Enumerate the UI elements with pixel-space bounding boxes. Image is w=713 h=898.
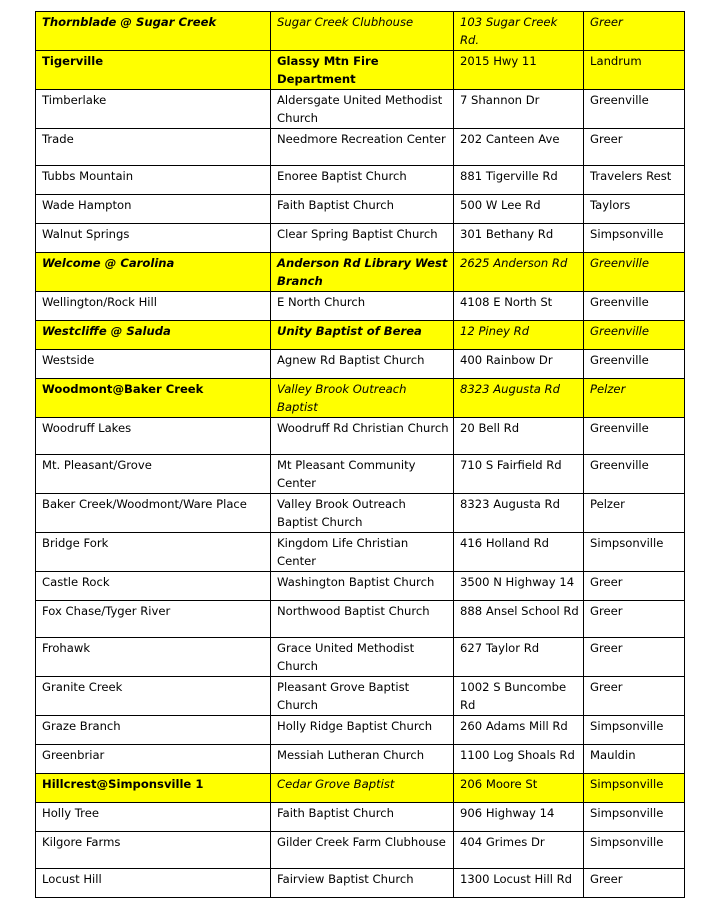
address-cell: 8323 Augusta Rd [454, 494, 584, 533]
address-cell: 404 Grimes Dr [454, 832, 584, 869]
location-cell: Gilder Creek Farm Clubhouse [271, 832, 454, 869]
city-cell: Greer [584, 869, 685, 898]
address-cell: 2015 Hwy 11 [454, 51, 584, 90]
table-row [36, 129, 685, 166]
city-cell: Simpsonville [584, 716, 685, 745]
address-cell: 260 Adams Mill Rd [454, 716, 584, 745]
location-cell: Cedar Grove Baptist [271, 774, 454, 803]
precinct-cell: Castle Rock [36, 572, 271, 601]
location-cell: Messiah Lutheran Church [271, 745, 454, 774]
city-cell: Greer [584, 638, 685, 677]
address-cell: 202 Canteen Ave [454, 129, 584, 166]
table-row [36, 455, 685, 494]
location-cell: Needmore Recreation Center [271, 129, 454, 166]
table-body [36, 12, 685, 898]
location-cell: Agnew Rd Baptist Church [271, 350, 454, 379]
address-cell: 416 Holland Rd [454, 533, 584, 572]
table-row [36, 321, 685, 350]
city-cell: Simpsonville [584, 774, 685, 803]
location-cell: Valley Brook Outreach Baptist Church [271, 494, 454, 533]
location-cell: Sugar Creek Clubhouse [271, 12, 454, 51]
address-cell: 12 Piney Rd [454, 321, 584, 350]
location-cell: Anderson Rd Library West Branch [271, 253, 454, 292]
precinct-cell: Locust Hill [36, 869, 271, 898]
table-row [36, 350, 685, 379]
city-cell: Taylors [584, 195, 685, 224]
precinct-cell: Wellington/Rock Hill [36, 292, 271, 321]
city-cell: Greenville [584, 350, 685, 379]
precinct-cell: Holly Tree [36, 803, 271, 832]
precinct-cell: Walnut Springs [36, 224, 271, 253]
table-row [36, 195, 685, 224]
location-cell: Mt Pleasant Community Center [271, 455, 454, 494]
city-cell: Greenville [584, 455, 685, 494]
city-cell: Greer [584, 12, 685, 51]
address-cell: 1002 S Buncombe Rd [454, 677, 584, 716]
table-row [36, 601, 685, 638]
precinct-cell: Trade [36, 129, 271, 166]
location-cell: Washington Baptist Church [271, 572, 454, 601]
table-row [36, 51, 685, 90]
table-row [36, 292, 685, 321]
city-cell: Pelzer [584, 379, 685, 418]
table-row [36, 90, 685, 129]
precinct-cell: Fox Chase/Tyger River [36, 601, 271, 638]
city-cell: Greer [584, 572, 685, 601]
city-cell: Travelers Rest [584, 166, 685, 195]
city-cell: Landrum [584, 51, 685, 90]
address-cell: 1100 Log Shoals Rd [454, 745, 584, 774]
location-cell: Grace United Methodist Church [271, 638, 454, 677]
precinct-cell: Granite Creek [36, 677, 271, 716]
precinct-cell: Bridge Fork [36, 533, 271, 572]
location-cell: Aldersgate United Methodist Church [271, 90, 454, 129]
city-cell: Greenville [584, 292, 685, 321]
precinct-cell: Wade Hampton [36, 195, 271, 224]
precinct-cell: Tigerville [36, 51, 271, 90]
location-cell: Holly Ridge Baptist Church [271, 716, 454, 745]
table-row [36, 716, 685, 745]
location-cell: Fairview Baptist Church [271, 869, 454, 898]
precinct-cell: Mt. Pleasant/Grove [36, 455, 271, 494]
address-cell: 4108 E North St [454, 292, 584, 321]
precinct-cell: Frohawk [36, 638, 271, 677]
city-cell: Simpsonville [584, 803, 685, 832]
table-row [36, 494, 685, 533]
city-cell: Greer [584, 677, 685, 716]
city-cell: Mauldin [584, 745, 685, 774]
location-cell: Valley Brook Outreach Baptist [271, 379, 454, 418]
precinct-cell: Thornblade @ Sugar Creek [36, 12, 271, 51]
address-cell: 3500 N Highway 14 [454, 572, 584, 601]
precinct-cell: Greenbriar [36, 745, 271, 774]
address-cell: 881 Tigerville Rd [454, 166, 584, 195]
location-cell: E North Church [271, 292, 454, 321]
precinct-cell: Tubbs Mountain [36, 166, 271, 195]
location-cell: Northwood Baptist Church [271, 601, 454, 638]
city-cell: Greenville [584, 418, 685, 455]
table-row [36, 224, 685, 253]
table-row [36, 774, 685, 803]
city-cell: Greenville [584, 90, 685, 129]
city-cell: Simpsonville [584, 832, 685, 869]
address-cell: 1300 Locust Hill Rd [454, 869, 584, 898]
table-row [36, 803, 685, 832]
city-cell: Greenville [584, 253, 685, 292]
table-row [36, 12, 685, 51]
table-row [36, 253, 685, 292]
address-cell: 8323 Augusta Rd [454, 379, 584, 418]
precinct-table [35, 11, 685, 898]
address-cell: 400 Rainbow Dr [454, 350, 584, 379]
location-cell: Faith Baptist Church [271, 195, 454, 224]
location-cell: Enoree Baptist Church [271, 166, 454, 195]
table-row [36, 572, 685, 601]
address-cell: 301 Bethany Rd [454, 224, 584, 253]
city-cell: Greenville [584, 321, 685, 350]
address-cell: 206 Moore St [454, 774, 584, 803]
address-cell: 20 Bell Rd [454, 418, 584, 455]
location-cell: Glassy Mtn Fire Department [271, 51, 454, 90]
table-row [36, 418, 685, 455]
city-cell: Simpsonville [584, 533, 685, 572]
location-cell: Clear Spring Baptist Church [271, 224, 454, 253]
address-cell: 710 S Fairfield Rd [454, 455, 584, 494]
precinct-cell: Woodruff Lakes [36, 418, 271, 455]
table-row [36, 166, 685, 195]
location-cell: Woodruff Rd Christian Church [271, 418, 454, 455]
precinct-cell: Westcliffe @ Saluda [36, 321, 271, 350]
precinct-cell: Timberlake [36, 90, 271, 129]
precinct-cell: Woodmont@Baker Creek [36, 379, 271, 418]
address-cell: 906 Highway 14 [454, 803, 584, 832]
address-cell: 500 W Lee Rd [454, 195, 584, 224]
precinct-cell: Hillcrest@Simponsville 1 [36, 774, 271, 803]
table-row [36, 677, 685, 716]
precinct-cell: Westside [36, 350, 271, 379]
location-cell: Faith Baptist Church [271, 803, 454, 832]
table-row [36, 379, 685, 418]
location-cell: Kingdom Life Christian Center [271, 533, 454, 572]
address-cell: 7 Shannon Dr [454, 90, 584, 129]
city-cell: Simpsonville [584, 224, 685, 253]
city-cell: Pelzer [584, 494, 685, 533]
location-cell: Unity Baptist of Berea [271, 321, 454, 350]
address-cell: 103 Sugar Creek Rd. [454, 12, 584, 51]
table-row [36, 745, 685, 774]
precinct-cell: Kilgore Farms [36, 832, 271, 869]
address-cell: 888 Ansel School Rd [454, 601, 584, 638]
table-row [36, 832, 685, 869]
location-cell: Pleasant Grove Baptist Church [271, 677, 454, 716]
table-row [36, 533, 685, 572]
precinct-cell: Baker Creek/Woodmont/Ware Place [36, 494, 271, 533]
table-row [36, 638, 685, 677]
precinct-cell: Graze Branch [36, 716, 271, 745]
city-cell: Greer [584, 601, 685, 638]
precinct-cell: Welcome @ Carolina [36, 253, 271, 292]
address-cell: 2625 Anderson Rd [454, 253, 584, 292]
address-cell: 627 Taylor Rd [454, 638, 584, 677]
city-cell: Greer [584, 129, 685, 166]
